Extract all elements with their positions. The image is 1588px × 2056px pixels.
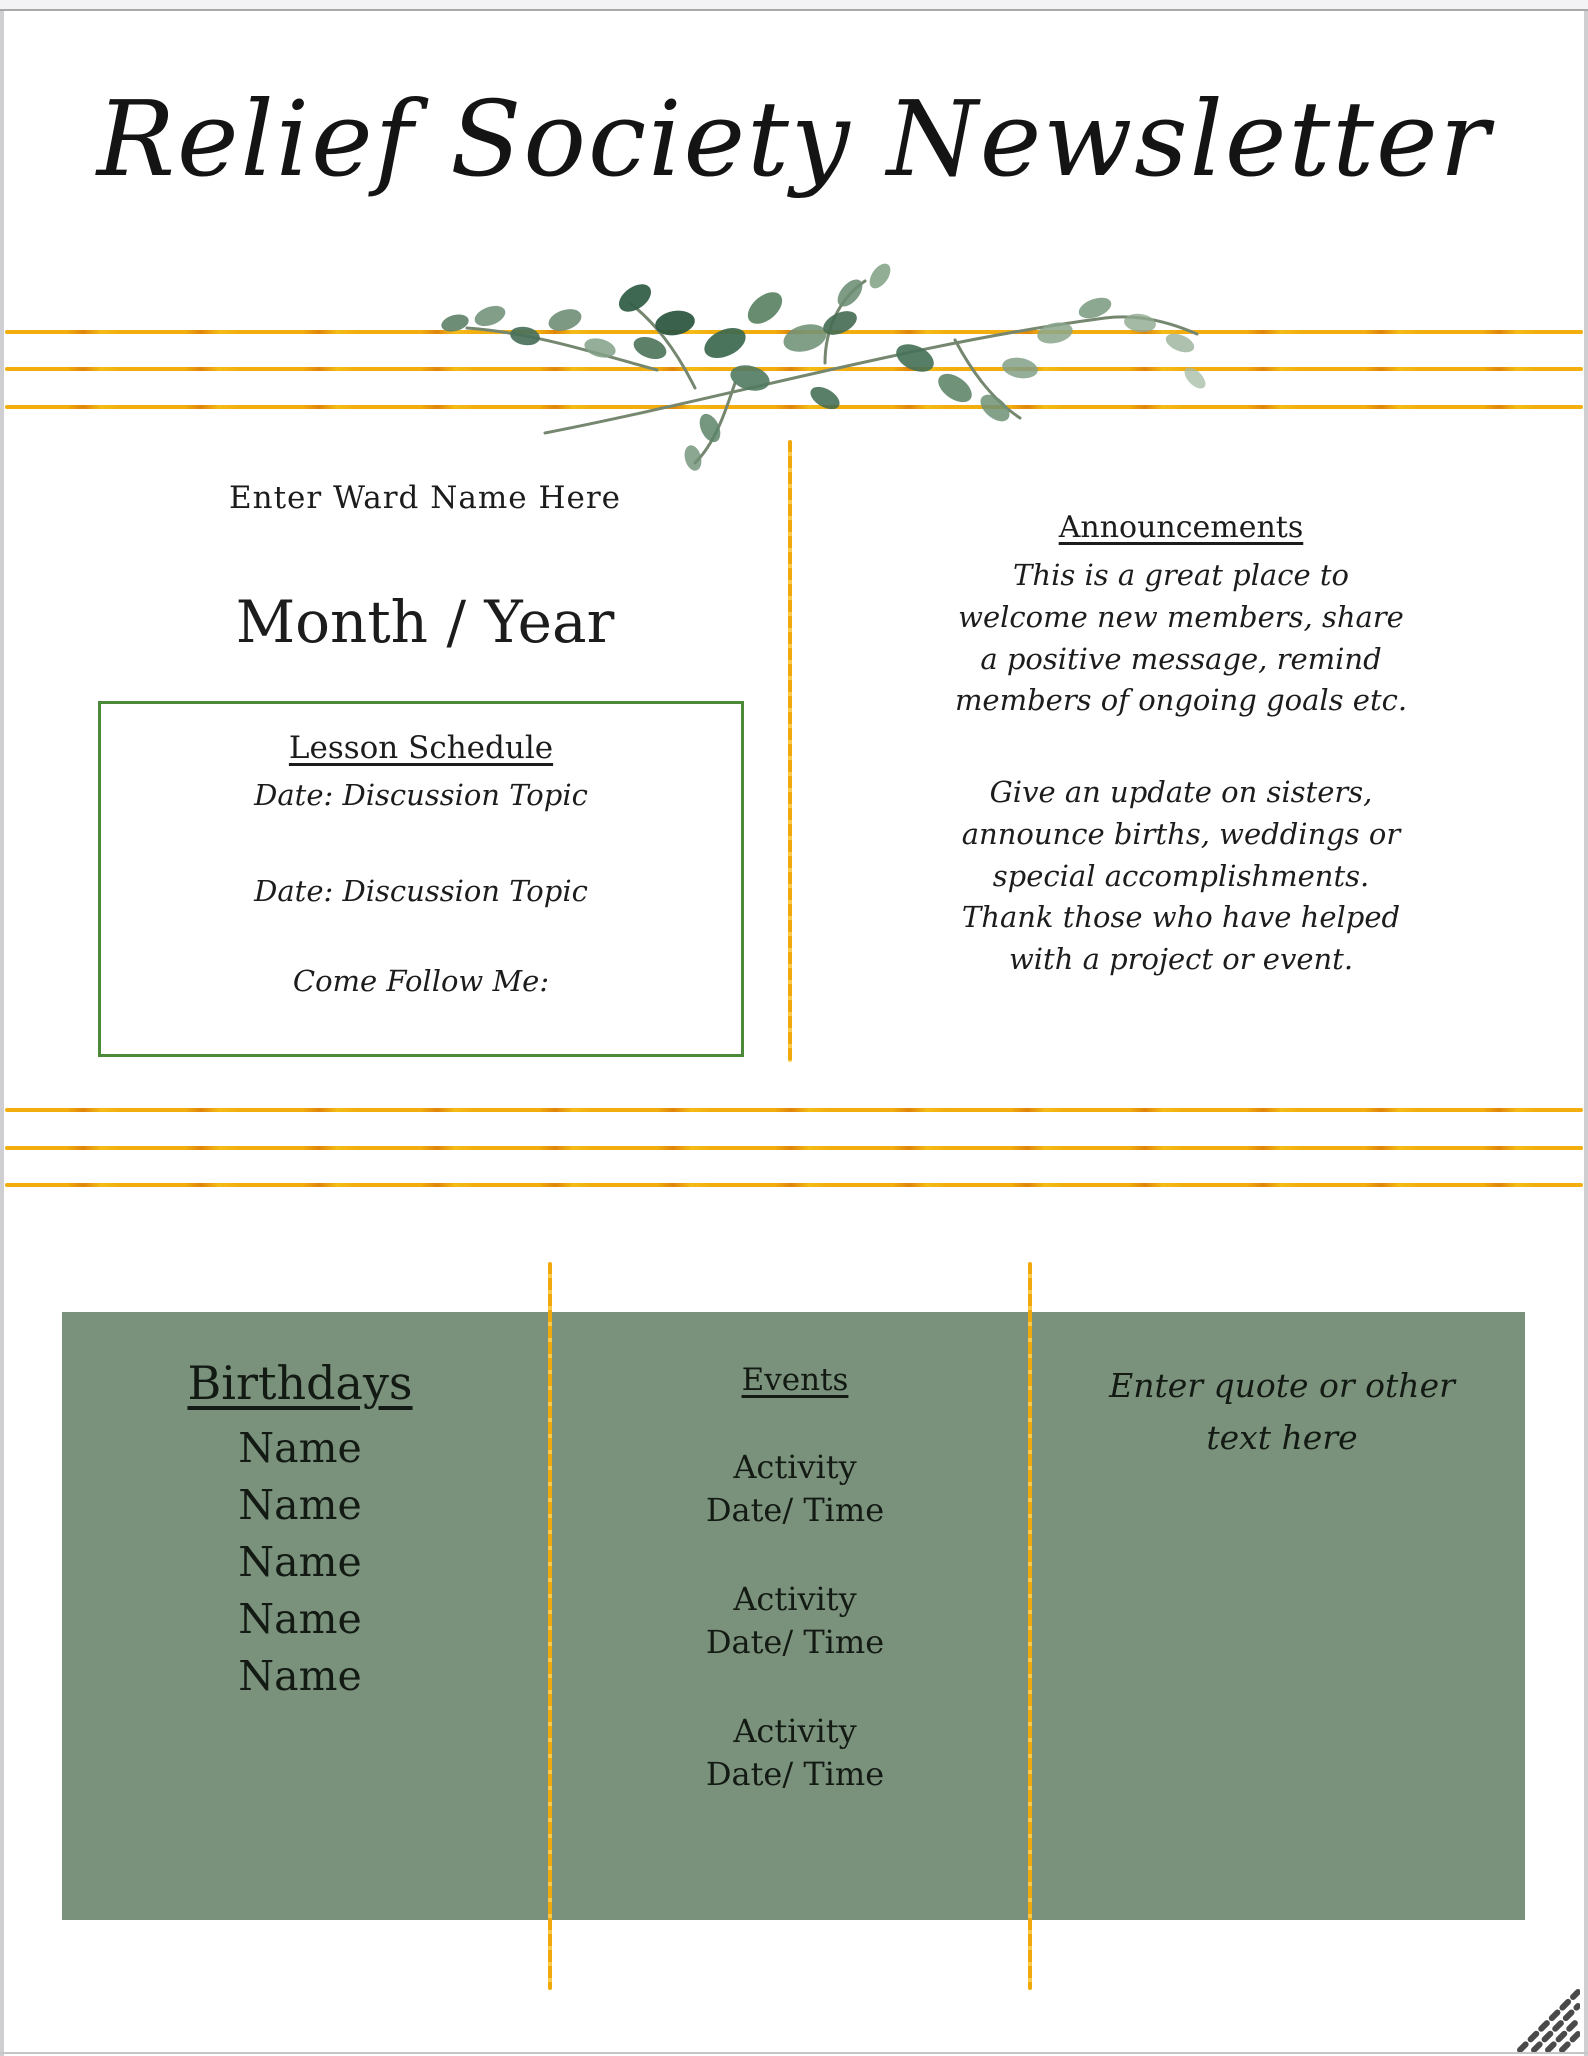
page-right-border (1584, 11, 1588, 2056)
lesson-item-placeholder[interactable]: Come Follow Me: (292, 964, 550, 998)
gold-divider-line (5, 1183, 1583, 1187)
events-heading: Events (741, 1362, 849, 1398)
announcements-heading: Announcements (1058, 510, 1304, 545)
event-activity-placeholder[interactable]: Activity (733, 1580, 857, 1618)
page-title: Relief Society Newsletter (96, 78, 1492, 200)
event-datetime-placeholder[interactable]: Date/ Time (705, 1623, 885, 1661)
ward-name-placeholder[interactable]: Enter Ward Name Here (229, 480, 621, 516)
event-item (595, 1578, 995, 1664)
birthdays-column (100, 1356, 500, 1705)
event-item (595, 1446, 995, 1532)
announcements-section (948, 510, 1414, 981)
announcements-paragraph[interactable]: This is a great place to welcome new members, share a positive message, remind members of ongoing goals etc. (954, 558, 1408, 718)
lesson-schedule-heading: Lesson Schedule (288, 730, 554, 766)
announcements-paragraph[interactable]: Give an update on sisters, announce births, weddings or special accomplishments. Thank those who have helped with a project or event. (961, 775, 1401, 976)
page-left-border (0, 11, 4, 2056)
birthday-name-placeholder[interactable]: Name (238, 1481, 362, 1529)
birthday-name-placeholder[interactable]: Name (238, 1652, 362, 1700)
quote-column (1078, 1360, 1486, 1464)
gold-divider-line (5, 1146, 1583, 1150)
lesson-schedule-box (98, 701, 744, 1057)
gold-vertical-divider (548, 1262, 552, 1990)
window-top-band (0, 0, 1588, 11)
birthday-name-placeholder[interactable]: Name (238, 1595, 362, 1643)
events-column (595, 1362, 995, 1842)
event-activity-placeholder[interactable]: Activity (733, 1712, 857, 1750)
lesson-item-placeholder[interactable]: Date: Discussion Topic (254, 874, 588, 908)
event-datetime-placeholder[interactable]: Date/ Time (705, 1491, 885, 1529)
event-activity-placeholder[interactable]: Activity (733, 1448, 857, 1486)
birthday-name-placeholder[interactable]: Name (238, 1424, 362, 1472)
birthday-name-placeholder[interactable]: Name (238, 1538, 362, 1586)
quote-placeholder[interactable]: Enter quote or other text here (1109, 1366, 1455, 1458)
event-item (595, 1710, 995, 1796)
page-bottom-border (0, 2052, 1588, 2054)
greenery-branch-illustration (395, 248, 1225, 473)
lesson-item-placeholder[interactable]: Date: Discussion Topic (254, 778, 588, 812)
gold-vertical-divider (788, 440, 792, 1062)
month-year-placeholder[interactable]: Month / Year (235, 588, 615, 656)
event-datetime-placeholder[interactable]: Date/ Time (705, 1755, 885, 1793)
birthdays-heading: Birthdays (187, 1356, 413, 1410)
resize-handle-icon[interactable] (1514, 1986, 1580, 2052)
gold-vertical-divider (1028, 1262, 1032, 1990)
gold-divider-line (5, 1108, 1583, 1112)
